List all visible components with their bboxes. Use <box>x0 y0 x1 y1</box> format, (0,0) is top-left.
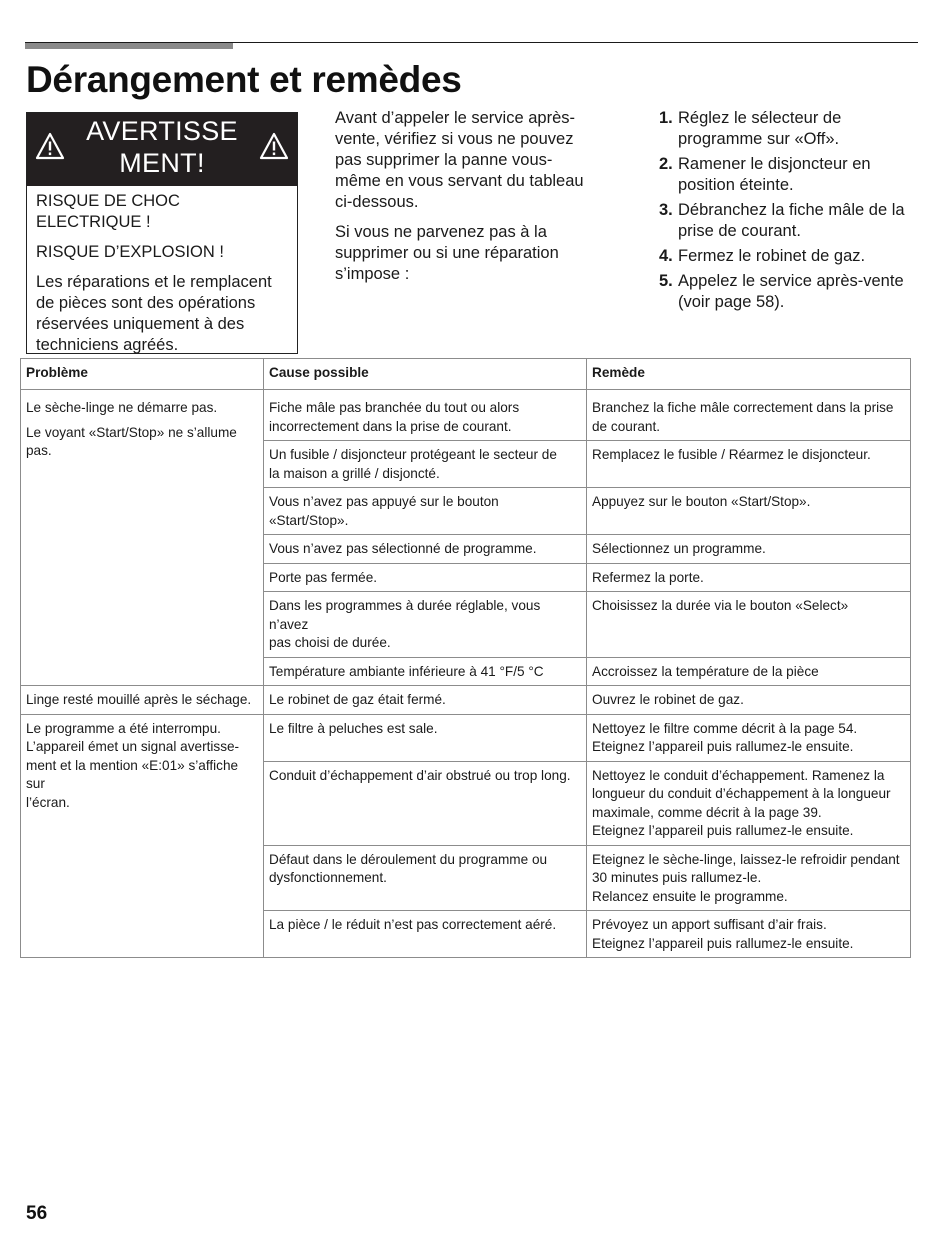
step-number: 1. <box>659 109 673 127</box>
table-row <box>21 686 911 715</box>
step-number: 2. <box>659 155 673 173</box>
step-text: Fermez le robinet de gaz. <box>678 247 866 265</box>
step-text: Débranchez la fiche mâle de la prise de courant. <box>678 201 905 240</box>
warning-header <box>27 113 297 186</box>
remedy-cell: Appuyez sur le bouton «Start/Stop». <box>587 488 911 535</box>
column-header-cause: Cause possible <box>264 359 587 390</box>
problem-text: Le sèche-linge ne démarre pas. <box>26 400 218 415</box>
page-title: Dérangement et remèdes <box>26 59 462 100</box>
step-item <box>655 154 920 196</box>
step-number: 4. <box>659 247 673 265</box>
cause-cell: Conduit d’échappement d’air obstrué ou trop long. <box>264 761 587 845</box>
column-header-remedy: Remède <box>587 359 911 390</box>
step-number: 3. <box>659 201 673 219</box>
intro-text <box>335 108 595 294</box>
remedy-cell: Eteignez le sèche-linge, laissez-le refroidir pendant 30 minutes puis rallumez-le. Relancez ensuite le programme. <box>587 845 911 911</box>
cause-cell: Un fusible / disjoncteur protégeant le secteur de la maison a grillé / disjoncté. <box>264 441 587 488</box>
remedy-cell: Choisissez la durée via le bouton «Select» <box>587 592 911 658</box>
troubleshooting-table <box>20 358 911 958</box>
problem-cell: Linge resté mouillé après le séchage. <box>21 686 264 715</box>
warning-text: RISQUE DE CHOC ELECTRIQUE ! <box>36 192 180 231</box>
step-item <box>655 108 920 150</box>
step-text: Réglez le sélecteur de programme sur «Off». <box>678 109 842 148</box>
step-text: Appelez le service après-vente (voir page 58). <box>678 272 904 311</box>
warning-text: Les réparations et le remplacent de pièces sont des opérations réservées uniquement à des techniciens agréés. <box>36 273 272 354</box>
remedy-cell: Prévoyez un apport suffisant d’air frais. Eteignez l’appareil puis rallumez-le ensuite. <box>587 911 911 958</box>
cause-cell: Vous n’avez pas appuyé sur le bouton «Start/Stop». <box>264 488 587 535</box>
remedy-cell: Refermez la porte. <box>587 563 911 592</box>
problem-cell: Le programme a été interrompu. L’appareil émet un signal avertisse- ment et la mention «E:01» s’affiche sur l’écran. <box>21 714 264 958</box>
step-number: 5. <box>659 272 673 290</box>
warning-box <box>26 112 298 354</box>
step-item <box>655 200 920 242</box>
cause-cell: La pièce / le réduit n’est pas correctement aéré. <box>264 911 587 958</box>
cause-cell: Dans les programmes à durée réglable, vous n’avez pas choisi de durée. <box>264 592 587 658</box>
table-row <box>21 390 911 441</box>
cause-cell: Défaut dans le déroulement du programme ou dysfonctionnement. <box>264 845 587 911</box>
remedy-cell: Sélectionnez un programme. <box>587 535 911 564</box>
column-header-problem: Problème <box>21 359 264 390</box>
cause-cell: Température ambiante inférieure à 41 °F/5 °C <box>264 657 587 686</box>
problem-text: Le voyant «Start/Stop» ne s’allume pas. <box>26 424 237 458</box>
step-item <box>655 246 920 267</box>
cause-cell: Porte pas fermée. <box>264 563 587 592</box>
table-row <box>21 714 911 761</box>
warning-body <box>27 186 297 356</box>
warning-triangle-icon <box>35 132 65 160</box>
cause-cell: Vous n’avez pas sélectionné de programme. <box>264 535 587 564</box>
cause-cell: Le filtre à peluches est sale. <box>264 714 587 761</box>
cause-cell: Le robinet de gaz était fermé. <box>264 686 587 715</box>
remedy-cell: Remplacez le fusible / Réarmez le disjoncteur. <box>587 441 911 488</box>
warning-text: RISQUE D’EXPLOSION ! <box>36 243 224 261</box>
cause-cell: Fiche mâle pas branchée du tout ou alors incorrectement dans la prise de courant. <box>264 390 587 441</box>
intro-paragraph: Avant d’appeler le service après-vente, vérifiez si vous ne pouvez pas supprimer la panne vous-même en vous servant du tableau ci-dessous. <box>335 109 584 211</box>
remedy-cell: Nettoyez le filtre comme décrit à la page 54. Eteignez l’appareil puis rallumez-le ensuite. <box>587 714 911 761</box>
warning-triangle-icon <box>259 132 289 160</box>
header-accent-bar <box>25 43 233 49</box>
remedy-cell: Accroissez la température de la pièce <box>587 657 911 686</box>
remedy-cell: Branchez la fiche mâle correctement dans la prise de courant. <box>587 390 911 441</box>
page-number: 56 <box>26 1203 48 1224</box>
problem-cell <box>21 390 264 686</box>
remedy-cell: Ouvrez le robinet de gaz. <box>587 686 911 715</box>
step-text: Ramener le disjoncteur en position éteinte. <box>678 155 871 194</box>
intro-paragraph: Si vous ne parvenez pas à la supprimer ou si une réparation s’impose : <box>335 223 559 283</box>
step-item <box>655 271 920 313</box>
steps-list <box>655 108 920 317</box>
table-header-row <box>21 359 911 390</box>
warning-title: AVERTISSE MENT! <box>86 116 238 178</box>
remedy-cell: Nettoyez le conduit d’échappement. Ramenez la longueur du conduit d’échappement à la longueur maximale, comme décrit à la page 39. Eteignez l’appareil puis rallumez-le ensuite. <box>587 761 911 845</box>
